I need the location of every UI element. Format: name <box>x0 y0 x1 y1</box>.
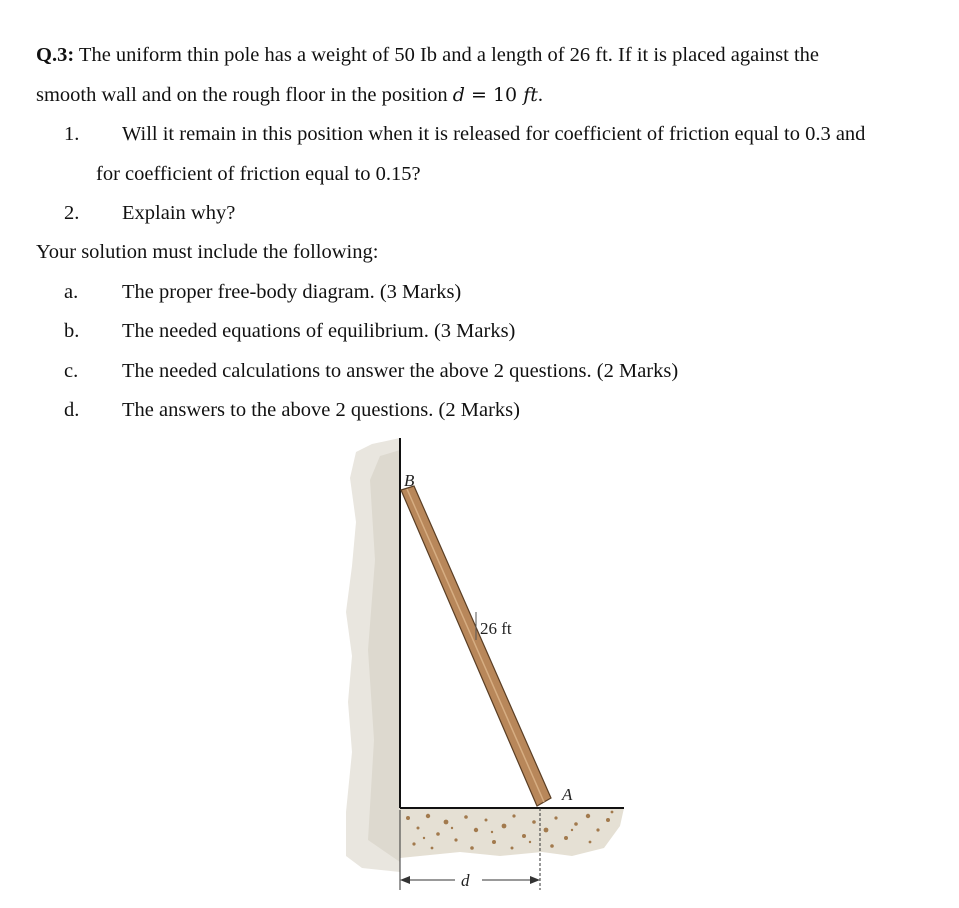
requirement-d-text: The answers to the above 2 questions. (2 Marks) <box>122 399 520 421</box>
point-b-label: B <box>404 471 415 490</box>
equation-value: = 10 <box>464 84 524 106</box>
distance-arrow-left <box>400 876 410 884</box>
sub-question-1-marker: 1. <box>64 123 80 145</box>
sub-question-1-text-2: for coefficient of friction equal to 0.15? <box>96 163 421 185</box>
requirement-a-marker: a. <box>64 281 79 303</box>
distance-arrow-right <box>530 876 540 884</box>
pole-highlight <box>407 489 544 802</box>
sub-question-1-text: Will it remain in this position when it is released for coefficient of friction equal to 0.3 and <box>122 123 866 145</box>
equation-unit: ft <box>523 84 538 106</box>
equation-period: . <box>537 84 543 106</box>
sub-question-2-marker: 2. <box>64 202 80 224</box>
sub-question-2-text: Explain why? <box>122 202 236 224</box>
requirements-intro: Your solution must include the following: <box>36 241 379 263</box>
question-number: Q.3: <box>36 44 75 66</box>
length-label: 26 ft <box>480 619 512 638</box>
question-text-1: The uniform thin pole has a weight of 50 Ib and a length of 26 ft. If it is placed against the <box>78 44 820 66</box>
equation-variable: d <box>452 84 465 106</box>
question-text-2: smooth wall and on the rough floor in the position <box>36 84 448 106</box>
requirement-d-marker: d. <box>64 399 80 421</box>
wall-shading-inner <box>368 450 400 862</box>
requirement-c-text: The needed calculations to answer the above 2 questions. (2 Marks) <box>122 360 679 382</box>
requirement-a-text: The proper free-body diagram. (3 Marks) <box>122 281 462 303</box>
requirement-c-marker: c. <box>64 360 79 382</box>
distance-label: d <box>461 871 470 890</box>
requirement-b-marker: b. <box>64 320 80 342</box>
requirement-b-text: The needed equations of equilibrium. (3 Marks) <box>122 320 516 342</box>
ground-shading <box>400 808 624 858</box>
point-a-label: A <box>562 785 573 804</box>
